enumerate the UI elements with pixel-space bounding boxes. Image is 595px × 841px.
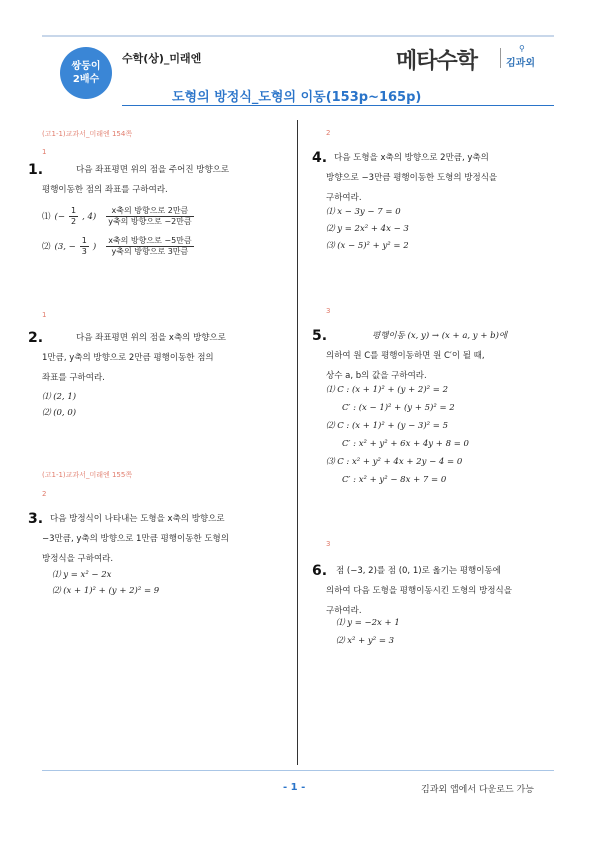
question-code: 2 [326, 129, 331, 137]
question-text: 다음 좌표평면 위의 점을 주어진 방향으로 [76, 165, 230, 175]
fraction-numerator: 1 [70, 206, 77, 215]
point-suffix: ) [92, 241, 97, 252]
question-number: 5. [312, 328, 328, 344]
logo-mark-icon: ⚲ [519, 44, 525, 53]
badge-line-1: 쌍둥이 [71, 61, 101, 72]
question-text: 다음 좌표평면 위의 점을 x축의 방향으로 [76, 333, 226, 343]
column-divider [297, 120, 298, 765]
fraction-denominator: 3 [81, 247, 87, 256]
answer-item: ⑶ C : x² + y² + 4x + 2y − 4 = 0 [326, 457, 463, 467]
question-text: 상수 a, b의 값을 구하여라. [326, 371, 427, 381]
item-label: ⑵ [42, 241, 51, 252]
translation-rule [106, 206, 193, 227]
translation-rule [106, 236, 193, 257]
question-number: 3. [28, 511, 44, 527]
answer-item: ⑵ (0, 0) [42, 408, 77, 418]
question-text: 방정식을 구하여라. [42, 554, 114, 564]
logo-divider [500, 48, 501, 68]
source-note: (고1-1)교과서_미래엔 155쪽 [42, 471, 133, 479]
top-rule [42, 35, 554, 37]
question-code: 1 [42, 311, 47, 319]
answer-item: ⑶ (x − 5)² + y² = 2 [326, 241, 409, 251]
question-text: 의하여 원 C를 평행이동하면 원 C′이 될 때, [326, 351, 485, 361]
answer-item [42, 236, 194, 257]
answer-item [42, 206, 194, 227]
question-text: −3만큼, y축의 방향으로 1만큼 평행이동한 도형의 [42, 534, 229, 544]
question-text: 좌표를 구하여라. [42, 373, 105, 383]
question-text: 의하여 다음 도형을 평행이동시킨 도형의 방정식을 [326, 586, 512, 596]
question-text: 다음 도형을 x축의 방향으로 2만큼, y축의 [334, 153, 489, 163]
page-number: - 1 - [283, 782, 306, 793]
answer-item: ⑴ x − 3y − 7 = 0 [326, 207, 401, 217]
question-text: 점 (−3, 2)를 점 (0, 1)로 옮기는 평행이동에 [336, 566, 501, 576]
answer-item: C′ : (x − 1)² + (y + 5)² = 2 [342, 403, 455, 413]
answer-item: ⑴ C : (x + 1)² + (y + 2)² = 2 [326, 385, 448, 395]
fraction-denominator: 2 [70, 217, 77, 226]
bottom-rule [42, 770, 554, 771]
brand-logo: 메타수학 [396, 49, 478, 74]
course-name: 수학(상)_미래엔 [122, 52, 202, 65]
fraction [80, 236, 89, 257]
source-note: (고1-1)교과서_미래엔 154쪽 [42, 130, 133, 138]
title-rule [122, 105, 554, 106]
question-code: 3 [326, 307, 331, 315]
answer-item: ⑵ (x + 1)² + (y + 2)² = 9 [52, 586, 160, 596]
answer-item: ⑴ y = x² − 2x [52, 570, 112, 580]
question-number: 2. [28, 330, 44, 346]
question-number: 4. [312, 150, 328, 166]
question-number: 1. [28, 162, 44, 178]
question-text: 평행이동 (x, y) → (x + a, y + b)에 [372, 331, 508, 341]
point-prefix: (− [54, 211, 65, 222]
download-note: 김과외 앱에서 다운로드 가능 [421, 785, 534, 795]
answer-item: C′ : x² + y² + 6x + 4y + 8 = 0 [342, 439, 469, 449]
answer-item: ⑵ C : (x + 1)² + (y − 3)² = 5 [326, 421, 448, 431]
question-number: 6. [312, 563, 328, 579]
translation-x: x축의 방향으로 2만큼 [106, 206, 193, 217]
fraction [69, 206, 78, 227]
translation-x: x축의 방향으로 −5만큼 [108, 236, 192, 245]
point-prefix: (3, − [54, 241, 76, 252]
item-label: ⑴ [42, 211, 51, 222]
question-text: 다음 방정식이 나타내는 도형을 x축의 방향으로 [50, 514, 225, 524]
translation-y: y축의 방향으로 −2만큼 [108, 217, 192, 226]
twin-badge [60, 47, 112, 99]
question-text: 평행이동한 점의 좌표를 구하여라. [42, 185, 168, 195]
question-text: 1만큼, y축의 방향으로 2만큼 평행이동한 점의 [42, 353, 214, 363]
badge-line-2: 2배수 [72, 74, 100, 85]
answer-item: C′ : x² + y² − 8x + 7 = 0 [342, 475, 447, 485]
fraction-numerator: 1 [81, 236, 87, 245]
point-suffix: , 4) [82, 211, 97, 222]
page-title: 도형의 방정식_도형의 이동(153p~165p) [172, 90, 422, 105]
question-code: 1 [42, 148, 47, 156]
answer-item: ⑴ (2, 1) [42, 392, 77, 402]
answer-item: ⑵ x² + y² = 3 [336, 636, 395, 646]
question-text: 방향으로 −3만큼 평행이동한 도형의 방정식을 [326, 173, 498, 183]
translation-y: y축의 방향으로 3만큼 [111, 247, 189, 256]
question-code: 3 [326, 540, 331, 548]
answer-item: ⑴ y = −2x + 1 [336, 618, 400, 628]
answer-item: ⑵ y = 2x² + 4x − 3 [326, 224, 409, 234]
sub-brand-logo: 김과외 [506, 58, 535, 69]
question-code: 2 [42, 490, 47, 498]
question-text: 구하여라. [326, 193, 362, 203]
question-text: 구하여라. [326, 606, 362, 616]
